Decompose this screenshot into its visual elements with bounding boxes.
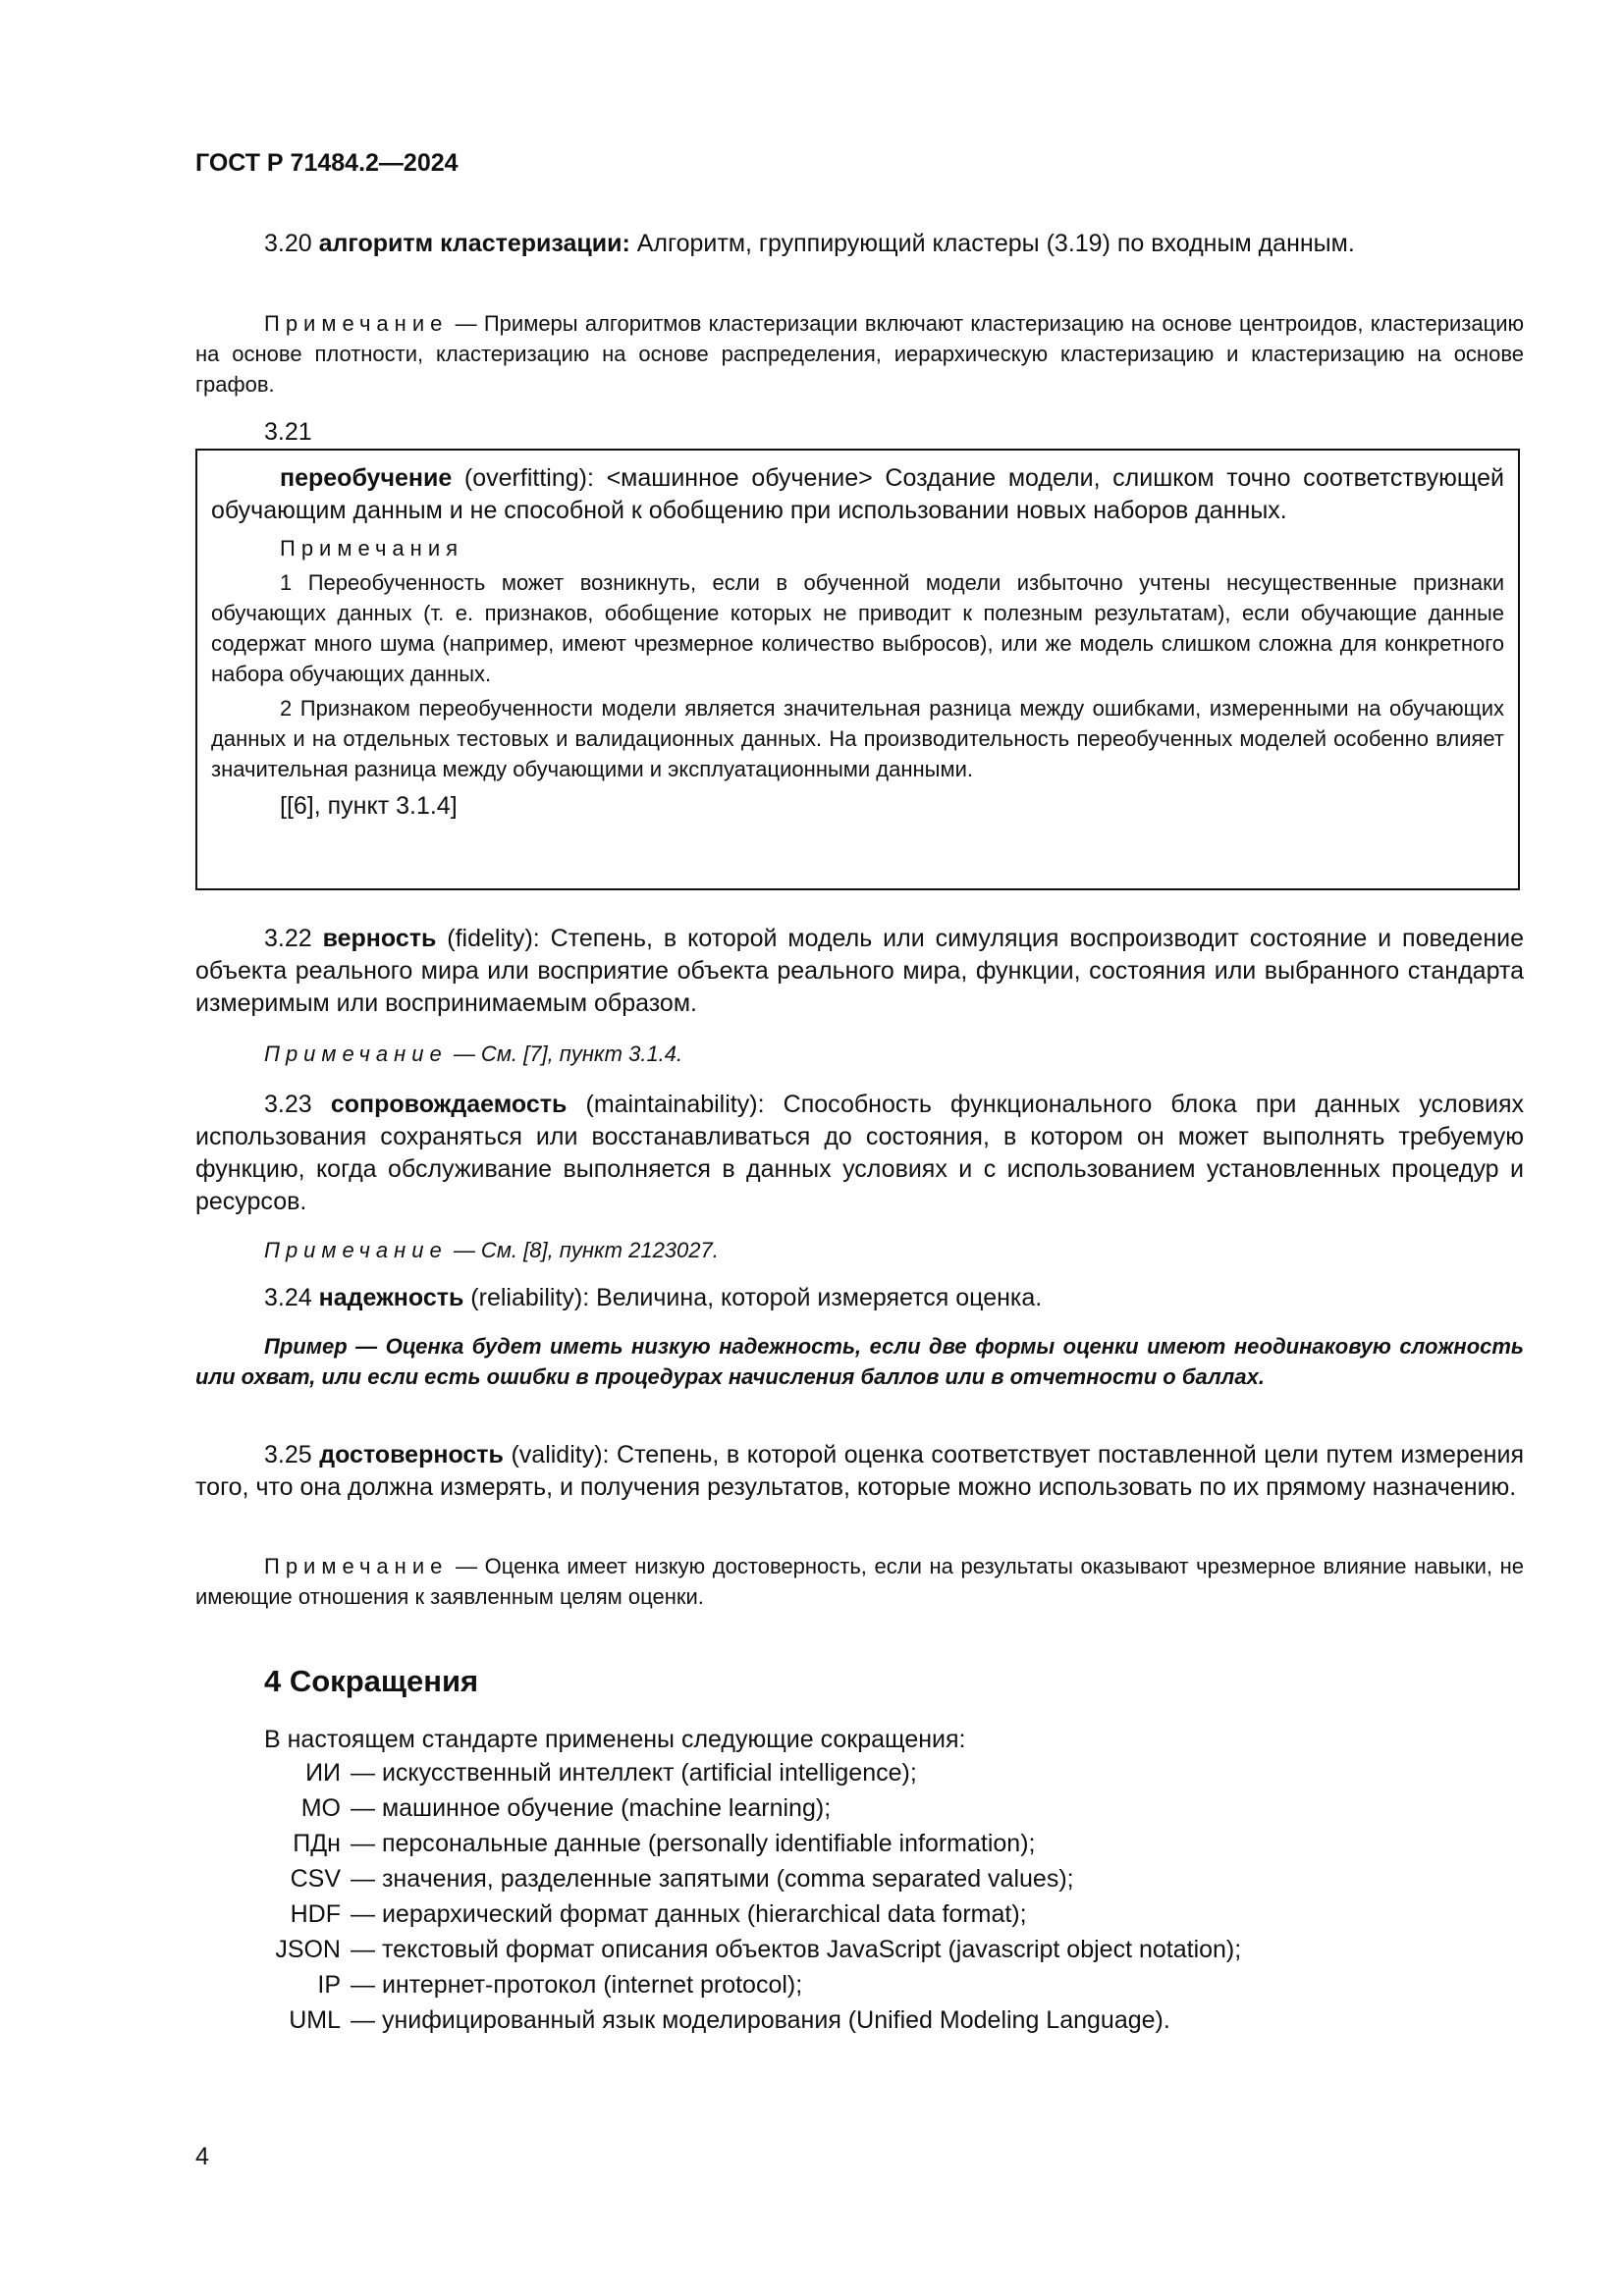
term-definition: Алгоритм, группирующий кластеры (3.19) по входным данным.: [629, 230, 1355, 257]
abbreviation-row: [195, 1790, 1524, 1826]
abbreviation-key: JSON: [275, 1936, 341, 1963]
note-text: — См. [7], пункт 3.1.4.: [447, 1041, 683, 1066]
term-number: 3.24: [264, 1284, 312, 1311]
document-header: ГОСТ Р 71484.2—2024: [195, 149, 459, 177]
note-1: 1 Переобученность может возникнуть, если в обученной модели избыточно учтены несущественные признаки обучающих данных (т. е. признаков, обобщение которых не приводит к полезным результатам), если обучающие данные содержат много шума (например, имеют чрезмерное количество выбросов), или же модель слишком сложна для конкретного набора обучающих данных.: [211, 570, 1504, 686]
abbreviation-key: ИИ: [305, 1759, 341, 1787]
note-paragraph: [195, 1551, 1524, 1612]
abbreviation-row: [195, 1826, 1524, 1861]
term-paragraph: [211, 462, 1504, 527]
term-3-24-example: [195, 1331, 1524, 1392]
term-definition: (overfitting): <машинное обучение> Создание модели, слишком точно соответствующей обучающим данным и не способной к обобщению при использовании новых наборов данных.: [211, 464, 1504, 524]
term-3-20-note: [195, 308, 1524, 400]
abbreviation-definition: — иерархический формат данных (hierarchical data format);: [351, 1900, 1027, 1928]
abbreviation-definition: — интернет-протокол (internet protocol);: [351, 1971, 803, 1999]
abbreviation-key: МО: [300, 1794, 341, 1822]
abbreviation-key: ПДн: [293, 1830, 341, 1857]
abbreviation-definition: — текстовый формат описания объектов JavaScript (javascript object notation);: [351, 1936, 1242, 1963]
term-number: 3.22: [264, 925, 312, 952]
example-paragraph: Пример — Оценка будет иметь низкую надежность, если две формы оценки имеют неодинаковую сложность или охват, или если есть ошибки в процедурах начисления баллов или в отчетности о баллах.: [195, 1334, 1524, 1389]
term-3-23-note: [195, 1235, 1524, 1265]
abbreviation-row: [195, 1967, 1524, 2002]
term-paragraph: [195, 1439, 1524, 1504]
note-text: — Оценка имеет низкую достоверность, если на результаты оказывают чрезмерное влияние навыки, не имеющие отношения к заявленным целям оценки.: [195, 1554, 1524, 1609]
abbreviation-row: [195, 1755, 1524, 1790]
term-name: достоверность: [319, 1441, 504, 1468]
term-name: переобучение: [280, 464, 453, 492]
note-paragraph: [195, 308, 1524, 400]
note-text: — См. [8], пункт 2123027.: [447, 1238, 719, 1262]
abbreviation-definition: — машинное обучение (machine learning);: [351, 1794, 832, 1822]
note-label: Примечание: [264, 1554, 449, 1578]
abbreviation-key: IP: [317, 1971, 341, 1999]
term-name: верность: [322, 925, 437, 952]
abbreviation-definition: — значения, разделенные запятыми (comma separated values);: [351, 1865, 1074, 1893]
term-paragraph: [195, 1089, 1524, 1218]
note-paragraph: [195, 1039, 1524, 1069]
abbreviation-row: [195, 1861, 1524, 1896]
term-3-25-note: [195, 1551, 1524, 1612]
page-number: 4: [195, 2143, 209, 2170]
note-label: Примечание: [264, 1041, 448, 1066]
term-number: 3.23: [264, 1091, 312, 1118]
note-label: Примечание: [264, 311, 449, 336]
abbreviation-definition: — персональные данные (personally identifiable information);: [351, 1830, 1036, 1857]
section-title: 4 Сокращения: [264, 1664, 479, 1698]
intro-paragraph: В настоящем стандарте применены следующие сокращения:: [264, 1726, 966, 1753]
term-3-22-note: [195, 1039, 1524, 1069]
abbreviation-row: [195, 2002, 1524, 2038]
abbreviation-row: [195, 1896, 1524, 1932]
term-paragraph: [195, 228, 1524, 260]
abbreviation-definition: — искусственный интеллект (artificial intelligence);: [351, 1759, 917, 1787]
term-3-22: [195, 923, 1524, 1020]
term-3-20: [195, 228, 1524, 260]
notes-label: Примечания: [280, 536, 464, 561]
term-number: 3.20: [264, 230, 312, 257]
term-definition: (maintainability): Способность функционального блока при данных условиях использования сохраняться или восстанавливаться до состояния, в котором он может выполнять требуемую функцию, когда обслуживание выполняется в данных условиях и с использованием установленных процедур и ресурсов.: [195, 1091, 1524, 1215]
term-source: [[6], пункт 3.1.4]: [280, 792, 458, 820]
term-3-25: [195, 1439, 1524, 1504]
term-definition: (validity): Степень, в которой оценка соответствует поставленной цели путем измерения того, что она должна измерять, и получения результатов, которые можно использовать по их прямому назначению.: [195, 1441, 1524, 1501]
term-3-21-number: [195, 416, 1524, 449]
abbreviation-list: [195, 1755, 1524, 2038]
abbreviation-key: HDF: [290, 1900, 341, 1928]
abbreviation-definition: — унифицированный язык моделирования (Unified Modeling Language).: [351, 2006, 1170, 2034]
term-number: 3.21: [264, 418, 312, 446]
term-3-21-box: [195, 449, 1520, 890]
term-3-24: [195, 1282, 1524, 1314]
term-name: надежность: [318, 1284, 464, 1311]
note-label: Примечание: [264, 1238, 448, 1262]
term-number: 3.25: [264, 1441, 312, 1468]
note-2: 2 Признаком переобученности модели является значительная разница между ошибками, измеренными на обучающих данных и на отдельных тестовых и валидационных данных. На производительность переобученных моделей особенно влияет значительная разница между обучающими и эксплуатационными данными.: [211, 696, 1504, 781]
term-paragraph: [195, 1282, 1524, 1314]
term-paragraph: [195, 923, 1524, 1020]
abbreviation-key: UML: [289, 2006, 341, 2034]
term-name: алгоритм кластеризации:: [318, 230, 630, 257]
term-definition: (reliability): Величина, которой измеряется оценка.: [463, 1284, 1043, 1311]
term-definition: (fidelity): Степень, в которой модель или симуляция воспроизводит состояние и поведение объекта реального мира или восприятие объекта реального мира, функции, состояния или выбранного стандарта измеримым или воспринимаемым образом.: [195, 925, 1524, 1017]
term-name: сопровождаемость: [330, 1091, 568, 1118]
section-intro: [195, 1724, 1524, 1756]
note-text: — Примеры алгоритмов кластеризации включают кластеризацию на основе центроидов, кластеризацию на основе плотности, кластеризацию на основе распределения, иерархическую кластеризацию и кластеризацию на основе графов.: [195, 311, 1524, 397]
abbreviation-row: [195, 1932, 1524, 1967]
abbreviation-key: CSV: [290, 1865, 341, 1893]
term-3-23: [195, 1089, 1524, 1218]
note-paragraph: [195, 1235, 1524, 1265]
